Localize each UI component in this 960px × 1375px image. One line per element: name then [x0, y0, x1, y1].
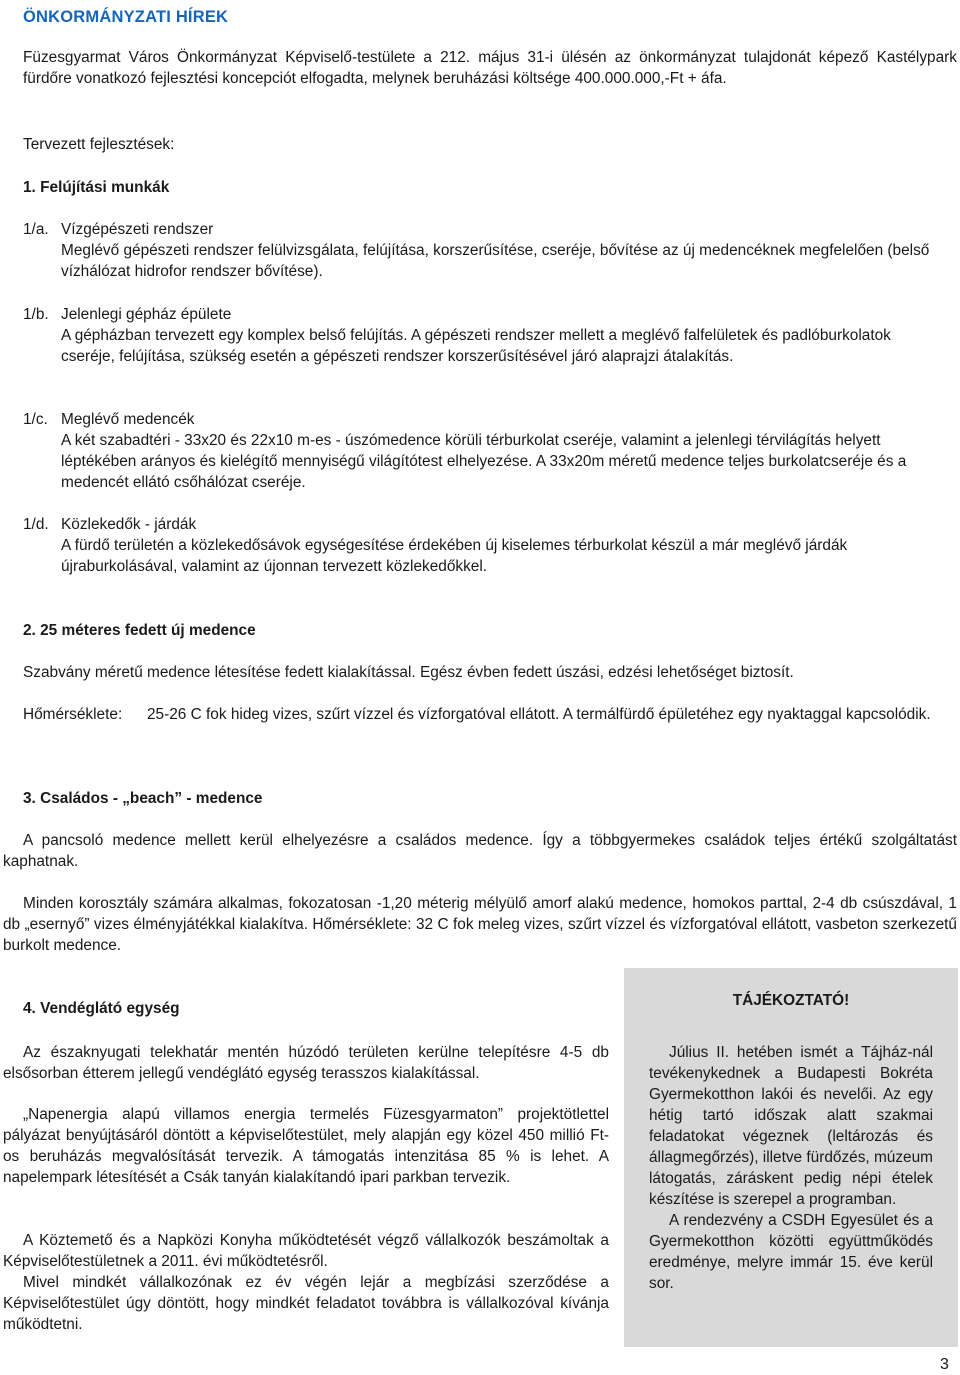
- item-1d-title: Közlekedők - járdák: [61, 516, 197, 533]
- section3-para1: A pancsoló medence mellett kerül elhelyezésre a családos medence. Így a többgyermekes családok teljes értékű szolgáltatást kaphatnak.: [3, 832, 957, 870]
- item-1b-title: Jelenlegi gépház épülete: [61, 306, 232, 323]
- page-header-title: ÖNKORMÁNYZATI HÍREK: [23, 8, 229, 26]
- item-1b-body: A gépházban tervezett egy komplex belső felújítás. A gépészeti rendszer mellett a meglévő falfelületek és padlóburkolatok cseréje, felújítása, szükség esetén a gépészeti rendszer korszerűsítésével járó alaprajzi átalakítás.: [61, 327, 891, 365]
- item-1a-body: Meglévő gépészeti rendszer felülvizsgálata, felújítása, korszerűsítése, cseréje, bővítése az új medencéknek megfelelően (belső vízhálózat hidrofor rendszer bővítése).: [61, 242, 930, 280]
- section2-title: 2. 25 méteres fedett új medence: [23, 622, 256, 639]
- section4-para1: Az északnyugati telekhatár mentén húzódó területen kerülne telepítésre 4-5 db elsősorban étterem jellegű vendéglátó egység terasszos kialakítással.: [3, 1044, 609, 1082]
- item-1d-body: A fürdő területén a közlekedősávok egységesítése érdekében új kiselemes térburkolat készül a már meglévő járdák újraburkolásával, valamint az újonnan tervezett közlekedőkkel.: [61, 537, 848, 575]
- info-box-para2: A rendezvény a CSDH Egyesület és a Gyermekotthon közötti együttműködés eredménye, melyre immár 15. éve kerül sor.: [649, 1212, 933, 1292]
- item-1d-label: 1/d.: [23, 516, 49, 533]
- planned-heading: Tervezett fejlesztések:: [23, 136, 175, 153]
- section4-title: 4. Vendéglátó egység: [23, 1000, 180, 1017]
- temperature-text: 25-26 C fok hideg vizes, szűrt vízzel és vízforgatóval ellátott. A termálfürdő épületéhez egy nyaktaggal kapcsolódik.: [147, 706, 931, 723]
- info-box-para1: Július II. hetében ismét a Tájház-nál tevékenykednek a Budapesti Bokréta Gyermekotthon lakói és nevelői. Az egy hétig tartó időszak alatt szakmai feladatokat végeznek (leltározás és állagmegőrzés), illetve fürdőzés, múzeum látogatás, záráskent pedig népi ételek készítése is szerepel a programban.: [649, 1044, 933, 1208]
- item-1a-label: 1/a.: [23, 221, 49, 238]
- item-1b: [23, 304, 957, 388]
- item-1a-title: Vízgépészeti rendszer: [61, 221, 214, 238]
- item-1c: [23, 409, 957, 493]
- section3-para2: Minden korosztály számára alkalmas, fokozatosan -1,20 méterig mélyülő amorf alakú medence, homokos parttal, 2-4 db csúszdával, 1 db „esernyő” vizes élményjátékkal kialakítva. Hőmérséklete: 32 C fok meleg vizes, szűrt vízzel és vízforgatóval ellátott, vasbeton szerkezetű burkolt medence.: [3, 895, 957, 954]
- section3-title: 3. Családos - „beach” - medence: [23, 790, 263, 807]
- section1-title: 1. Felújítási munkák: [23, 179, 170, 196]
- page-number: 3: [940, 1356, 949, 1373]
- info-box: [624, 968, 958, 1347]
- item-1d: [23, 514, 957, 578]
- intro-paragraph: Füzesgyarmat Város Önkormányzat Képviselő-testülete a 212. május 31-i ülésén az önkormányzat tulajdonát képező Kastélypark fürdőre vonatkozó fejlesztési koncepciót elfogadta, melynek beruházási költsége 400.000.000,-Ft + áfa.: [23, 49, 957, 87]
- item-1c-body: A két szabadtéri - 33x20 és 22x10 m-es - úszómedence körüli térburkolat cseréje, valamint a jelenlegi térvilágítás helyett léptékében arányos és kielégítő mennyiségű világítótest elhelyezése. A 33x20m méretű medence teljes burkolatcseréje és a medencét ellátó csőhálózat cseréje.: [61, 432, 907, 491]
- item-1a: [23, 219, 957, 285]
- section4-para2: „Napenergia alapú villamos energia termelés Füzesgyarmaton” projektötlettel pályázat benyújtásáról döntött a képviselőtestület, mely alapján egy közel 450 millió Ft-os beruházás megvalósítását tervezik. A támogatás intenzitása 85 % is lehet. A napelempark létesítését a Csák tanyán kialakítandó ipari parkban tervezik.: [3, 1106, 609, 1186]
- item-1c-label: 1/c.: [23, 411, 48, 428]
- info-box-title: TÁJÉKOZTATÓ!: [732, 992, 850, 1009]
- section2-temperature: [23, 704, 957, 748]
- section4-para4: Mivel mindkét vállalkozónak ez év végén lejár a megbízási szerződése a Képviselőtestület úgy döntött, hogy mindkét feladatot továbbra is vállalkozóval kívánja működtetni.: [3, 1274, 609, 1333]
- item-1c-title: Meglévő medencék: [61, 411, 195, 428]
- temperature-label: Hőmérséklete:: [23, 706, 123, 723]
- item-1b-label: 1/b.: [23, 306, 49, 323]
- section4-para3: A Köztemető és a Napközi Konyha működtetését végző vállalkozók beszámoltak a Képviselőtestületnek a 2011. évi működtetésről.: [3, 1232, 609, 1270]
- section2-text: Szabvány méretű medence létesítése fedett kialakítással. Egész évben fedett úszási, edzési lehetőséget biztosít.: [23, 664, 794, 681]
- info-box-body: [649, 1042, 933, 1294]
